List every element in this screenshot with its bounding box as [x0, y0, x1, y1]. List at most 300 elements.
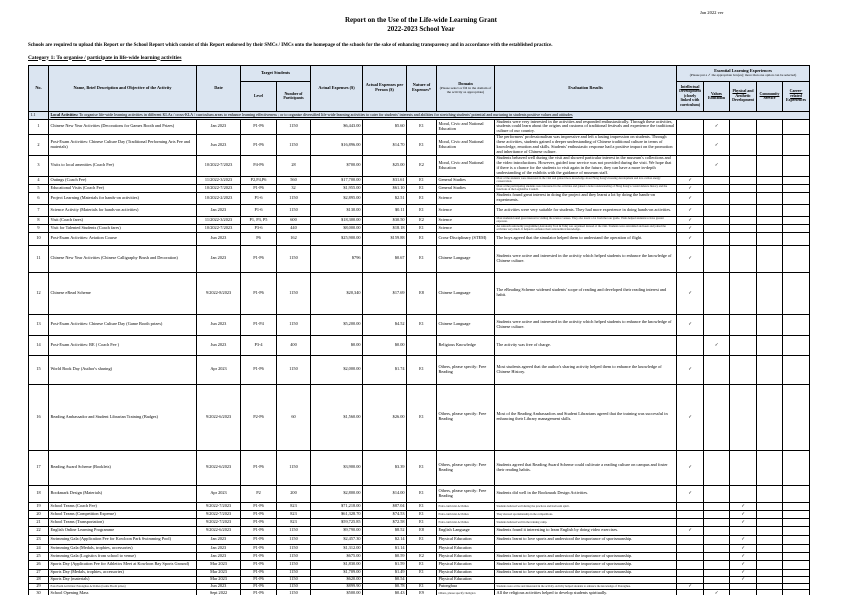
activity-date: 9/2022-6/2023 — [197, 526, 241, 535]
ele-checkbox-col1 — [677, 544, 704, 552]
ele-checkbox-col1: ✓ — [677, 216, 704, 224]
activity-expense-nature: E1 — [407, 535, 437, 544]
activity-domain: Physical Education — [437, 552, 495, 560]
activity-no: 29 — [29, 583, 49, 589]
ele-checkbox-col3 — [730, 335, 757, 355]
activity-level: P1-P6 — [241, 535, 277, 544]
activity-expense-per-person: $0.00 — [363, 335, 407, 355]
activity-evaluation: Most of the Reading Ambassadors and Student Librarians agreed that the training was successful in enhancing their Library management skills. — [495, 384, 677, 450]
ele-checkbox-col4 — [757, 224, 783, 232]
activity-no: 7 — [29, 204, 49, 216]
activity-expense-nature: E1 — [407, 518, 437, 526]
ele-checkbox-col3 — [730, 384, 757, 450]
ele-checkbox-col4 — [757, 216, 783, 224]
ele-checkbox-col5 — [783, 526, 810, 535]
activity-no: 3 — [29, 156, 49, 177]
ele-checkbox-col3 — [730, 272, 757, 314]
ele-checkbox-col5 — [783, 272, 810, 314]
ele-checkbox-col4 — [757, 176, 783, 184]
activity-level: P1, P3, P5 — [241, 216, 277, 224]
table-row — [29, 135, 810, 156]
activity-no: 9 — [29, 224, 49, 232]
activity-level: P3-4 — [241, 335, 277, 355]
activity-no: 8 — [29, 216, 49, 224]
activity-name: Sports Day (materials) — [49, 576, 197, 583]
ele-checkbox-col3 — [730, 192, 757, 204]
activity-expenses: $0.00 — [311, 335, 363, 355]
ele-checkbox-col3 — [730, 204, 757, 216]
activity-expense-per-person: $0.67 — [363, 245, 407, 272]
ele-checkbox-col2: ✓ — [704, 135, 730, 156]
activity-expense-nature: E1 — [407, 314, 437, 335]
table-row — [29, 355, 810, 384]
activity-participants: 1150 — [277, 204, 311, 216]
activity-expenses: $796 — [311, 245, 363, 272]
activity-expenses: $1,312.00 — [311, 544, 363, 552]
ele-checkbox-col4 — [757, 589, 783, 595]
activity-domain: Others, please specify: Religion — [437, 589, 495, 595]
activity-evaluation: Most students found great interest in visiting the science venues. They also learnt a lot from the tour guide. Visits helped students to have greater exposure. — [495, 216, 677, 224]
table-row — [29, 518, 810, 526]
activity-name: English Online Learning Programme — [49, 526, 197, 535]
activity-name: Reading Ambassador and Student Librarian Training (Badges) — [49, 384, 197, 450]
activity-name: Post-Exam Activities: Chinese Culture Day (Traditional Performing Arts Fee and materials) — [49, 135, 197, 156]
ele-checkbox-col5 — [783, 224, 810, 232]
ele-checkbox-col2 — [704, 535, 730, 544]
ele-checkbox-col5 — [783, 518, 810, 526]
activity-no: 11 — [29, 245, 49, 272]
ele-checkbox-col2 — [704, 526, 730, 535]
activity-date: Jun 2023 — [197, 135, 241, 156]
activity-expense-per-person: $1.74 — [363, 355, 407, 384]
activity-participants: 823 — [277, 502, 311, 510]
ele-checkbox-col3: ✓ — [730, 576, 757, 583]
activity-level: P1-P6 — [241, 450, 277, 485]
activity-name: Visits to local amenities (Coach Fee) — [49, 156, 197, 177]
activity-participants: 200 — [277, 485, 311, 502]
activity-expenses: $1,709.00 — [311, 569, 363, 576]
activity-expenses: $620.00 — [311, 576, 363, 583]
col-header-no: No. — [29, 65, 49, 111]
activity-evaluation: They showed sportsmanship in the competitions. — [495, 510, 677, 518]
col-header-per-person: Actual Expenses per Person ($) — [363, 65, 407, 111]
section-banner-desc: To organise life-wide learning activities in different KLAs / cross-KLA / curriculum areas to enhance learning effectiveness ; or to organise diversified life-wide learning activities to cater for students' interests and abilities for stretching students' potential and nurturing in students positive values and attitudes — [78, 111, 573, 117]
activity-evaluation: Most of the participating students were interested in the activities and gained a better understanding of Hong Kong's coastal defence history and the functions of the Legislative Council. — [495, 184, 677, 192]
col-header-expenses: Actual Expenses ($) — [311, 65, 363, 111]
activity-domain: Others, please specify: Free Reading — [437, 355, 495, 384]
ele-checkbox-col5 — [783, 156, 810, 177]
activity-level: P2-P6 — [241, 384, 277, 450]
ele-checkbox-col3 — [730, 589, 757, 595]
activity-no: 13 — [29, 314, 49, 335]
activity-evaluation: An outreach astronomy programme (Astronomy Tool & Talk) was organised instead of the visit. Students were astonished and keen and joined the activities very much. It helped to enhance their astronomical knowledge. — [495, 224, 677, 232]
activity-participants: 400 — [277, 335, 311, 355]
activity-participants: 1150 — [277, 192, 311, 204]
activity-name: Bookmark Design (Materials) — [49, 485, 197, 502]
ele-checkbox-col5 — [783, 184, 810, 192]
activity-domain: Moral, Civic and National Education — [437, 135, 495, 156]
activity-evaluation: Students behaved well during the visit and showed particular interest in the museum's collections and the video introductions. However, guided tour service was not provided during the visit. We hope that if there is a chance for the students to visit again in the future, they can have a more in-depth understanding of the exhibits with the guidance of museum staff. — [495, 156, 677, 177]
ele-checkbox-col2 — [704, 184, 730, 192]
ele-checkbox-col1: ✓ — [677, 184, 704, 192]
activity-evaluation: Students learnt to love sports and understood the importance of sportsmanship. — [495, 535, 677, 544]
activity-expenses: $5,200.00 — [311, 314, 363, 335]
activity-participants: 1150 — [277, 272, 311, 314]
ele-checkbox-col5 — [783, 510, 810, 518]
ele-checkbox-col4 — [757, 192, 783, 204]
col-header-ele-community: Community Service — [757, 81, 783, 111]
activity-name: Chinese New Year Activities (Decorations for Games Booth and Prizes) — [49, 119, 197, 135]
activity-no: 16 — [29, 384, 49, 450]
ele-checkbox-col4 — [757, 245, 783, 272]
activity-expense-per-person: $87.04 — [363, 502, 407, 510]
activity-expenses: $59,725.85 — [311, 518, 363, 526]
activity-participants: 1150 — [277, 526, 311, 535]
activity-expense-per-person: $1.59 — [363, 560, 407, 569]
activity-evaluation: Students were very interested in the activities and responded enthusiastically. Through these activities, students could learn about the origins and customs of traditional festivals and experience the traditional culture of our country. — [495, 119, 677, 135]
table-row — [29, 535, 810, 544]
ele-checkbox-col4 — [757, 204, 783, 216]
activity-date: Jun 2023 — [197, 314, 241, 335]
table-row — [29, 176, 810, 184]
activity-expense-per-person: $14.70 — [363, 135, 407, 156]
ele-checkbox-col3 — [730, 485, 757, 502]
activity-evaluation: All the religious activities helped to develop students spiritually. — [495, 589, 677, 595]
ele-checkbox-col5 — [783, 384, 810, 450]
activity-expense-nature: E2 — [407, 216, 437, 224]
activity-expense-per-person: $0.59 — [363, 552, 407, 560]
activity-level: P4-P6 — [241, 156, 277, 177]
activity-domain: General Studies — [437, 176, 495, 184]
activity-participants: 1150 — [277, 589, 311, 595]
ele-checkbox-col5 — [783, 176, 810, 184]
activity-name: Sports Day (Application Fee for Athletics Meet at Kowloon Bay Sports Ground) — [49, 560, 197, 569]
activity-domain: Science — [437, 192, 495, 204]
ele-checkbox-col2 — [704, 576, 730, 583]
ele-checkbox-col5 — [783, 314, 810, 335]
activity-expenses: $1,560.00 — [311, 384, 363, 450]
activity-expense-nature: E1 — [407, 384, 437, 450]
activity-expenses: $700.00 — [311, 156, 363, 177]
activity-expense-nature — [407, 544, 437, 552]
ele-checkbox-col5 — [783, 576, 810, 583]
activity-name: Chinese eRead Scheme — [49, 272, 197, 314]
ele-checkbox-col5 — [783, 560, 810, 569]
ele-checkbox-col2 — [704, 192, 730, 204]
activity-participants: 1150 — [277, 569, 311, 576]
activity-expense-nature: E2 — [407, 156, 437, 177]
activity-rows — [29, 119, 810, 595]
activity-date: Jan 2023 — [197, 245, 241, 272]
activity-participants: 1150 — [277, 576, 311, 583]
activity-name: Sports Day (Medals, trophies, accessories) — [49, 569, 197, 576]
activity-date: Jan 2023 — [197, 119, 241, 135]
ele-checkbox-col2 — [704, 224, 730, 232]
activity-name: Post-Exam Activities: Putonghua Activities (Game Booth prizes) — [49, 583, 197, 589]
table-row — [29, 224, 810, 232]
activity-no: 24 — [29, 544, 49, 552]
activity-expense-per-person: $74.53 — [363, 510, 407, 518]
activity-date: 9/2022-7/2023 — [197, 510, 241, 518]
activity-name: Post-Exam Activities: Aviation Course — [49, 232, 197, 245]
ele-checkbox-col4 — [757, 156, 783, 177]
ele-checkbox-col2 — [704, 502, 730, 510]
activity-evaluation: Students agreed that Reading Award Scheme could cultivate a reading culture on campus and foster their reading habits. — [495, 450, 677, 485]
ele-title: Essential Learning Experiences — [714, 67, 772, 73]
ele-checkbox-col3 — [730, 245, 757, 272]
activity-expense-per-person: $5.60 — [363, 119, 407, 135]
ele-checkbox-col5 — [783, 544, 810, 552]
activity-date: 11/2022-3/2023 — [197, 176, 241, 184]
activity-date: Jan 2023 — [197, 544, 241, 552]
activity-expense-nature: E8 — [407, 526, 437, 535]
activity-expense-per-person: $26.00 — [363, 384, 407, 450]
activity-evaluation: Students behaved well in the training camp. — [495, 518, 677, 526]
ele-checkbox-col2 — [704, 355, 730, 384]
ele-checkbox-col1: ✓ — [677, 232, 704, 245]
table-row — [29, 216, 810, 224]
table-row — [29, 569, 810, 576]
table-row — [29, 560, 810, 569]
activity-name: World Book Day (Author's sharing) — [49, 355, 197, 384]
activity-expense-per-person: $4.52 — [363, 314, 407, 335]
activity-expenses: $8,000.00 — [311, 224, 363, 232]
table-row — [29, 232, 810, 245]
activity-no: 20 — [29, 510, 49, 518]
section-banner-row — [29, 111, 810, 119]
activity-date: Jan 2023 — [197, 552, 241, 560]
activity-expense-per-person: $3.39 — [363, 450, 407, 485]
activity-name: Chinese New Year Activities (Chinese Calligraphy Brush and Decoration) — [49, 245, 197, 272]
activity-expense-nature: E1 — [407, 569, 437, 576]
ele-checkbox-col1 — [677, 135, 704, 156]
activity-expense-nature: E9 — [407, 589, 437, 595]
ele-checkbox-col3 — [730, 450, 757, 485]
activity-no: 30 — [29, 589, 49, 595]
activity-evaluation: Students were active and interested in the activity which helped students to enhance the knowledge of Chinese culture. — [495, 245, 677, 272]
activity-domain: Physical Education — [437, 544, 495, 552]
ele-checkbox-col3: ✓ — [730, 535, 757, 544]
ele-checkbox-col3: ✓ — [730, 502, 757, 510]
activity-expense-nature: E1 — [407, 560, 437, 569]
ele-checkbox-col1: ✓ — [677, 384, 704, 450]
ele-checkbox-col2 — [704, 552, 730, 560]
ele-checkbox-col5 — [783, 232, 810, 245]
activity-expense-nature: E1 — [407, 204, 437, 216]
activity-domain: Religious Knowledge — [437, 335, 495, 355]
activity-level: P1-P6 — [241, 272, 277, 314]
activity-participants: 60 — [277, 384, 311, 450]
ele-checkbox-col2 — [704, 176, 730, 184]
activity-participants: 1150 — [277, 552, 311, 560]
activity-evaluation: Students found great interest in doing the project and they learnt a lot by doing the hands-on experiments. — [495, 192, 677, 204]
ele-checkbox-col2 — [704, 485, 730, 502]
activity-domain: Extra-curricular Activities — [437, 510, 495, 518]
activity-name: Reading Award Scheme (Booklets) — [49, 450, 197, 485]
col-header-ele-physical: Physical and Aesthetic Development — [730, 81, 757, 111]
ele-checkbox-col4 — [757, 384, 783, 450]
activity-expense-nature: E1 — [407, 192, 437, 204]
col-header-level: Level — [241, 81, 277, 111]
ele-checkbox-col4 — [757, 552, 783, 560]
activity-evaluation: The boys agreed that the simulator helped them to understand the operation of flight. — [495, 232, 677, 245]
activity-expenses: $130.00 — [311, 204, 363, 216]
activity-expense-per-person: $2.51 — [363, 192, 407, 204]
ele-checkbox-col4 — [757, 535, 783, 544]
col-header-target-students: Target Students — [241, 65, 311, 81]
activity-evaluation: The activity was free of charge. — [495, 335, 677, 355]
activity-domain: Physical Education — [437, 560, 495, 569]
ele-checkbox-col3 — [730, 135, 757, 156]
col-header-ele-values: Values Education — [704, 81, 730, 111]
activity-expenses: $17,700.00 — [311, 176, 363, 184]
table-row — [29, 314, 810, 335]
activity-expense-nature: E1 — [407, 232, 437, 245]
activity-expenses: $500.00 — [311, 589, 363, 595]
activity-date: 11/2022-3/2023 — [197, 216, 241, 224]
ele-checkbox-col2 — [704, 314, 730, 335]
ele-checkbox-col1 — [677, 569, 704, 576]
ele-checkbox-col4 — [757, 576, 783, 583]
activity-expense-per-person: $0.78 — [363, 583, 407, 589]
activity-date: 9/2022-6/2023 — [197, 450, 241, 485]
ele-checkbox-col2 — [704, 450, 730, 485]
activity-date: Apr 2023 — [197, 355, 241, 384]
ele-checkbox-col1 — [677, 576, 704, 583]
ele-checkbox-col2 — [704, 544, 730, 552]
activity-date: 10/2022-7/2023 — [197, 184, 241, 192]
activity-no: 12 — [29, 272, 49, 314]
activity-participants: 1150 — [277, 135, 311, 156]
activity-expenses: $9,790.00 — [311, 526, 363, 535]
activity-evaluation: Students learnt to love sports and understood the importance of sportsmanship. — [495, 552, 677, 560]
ele-checkbox-col5 — [783, 245, 810, 272]
ele-checkbox-col4 — [757, 119, 783, 135]
ele-checkbox-col2 — [704, 518, 730, 526]
ele-checkbox-col4 — [757, 355, 783, 384]
ele-checkbox-col2 — [704, 272, 730, 314]
col-header-ele-career: Career-related Experiences — [783, 81, 810, 111]
table-row — [29, 204, 810, 216]
table-row — [29, 184, 810, 192]
activity-date: Jun 2023 — [197, 335, 241, 355]
activity-no: 6 — [29, 192, 49, 204]
activity-level: P2,P4,P6 — [241, 176, 277, 184]
table-row — [29, 526, 810, 535]
table-row — [29, 552, 810, 560]
ele-checkbox-col4 — [757, 485, 783, 502]
section-banner-no: 1.1 — [29, 111, 49, 119]
ele-checkbox-col4 — [757, 314, 783, 335]
version-note: Jan 2022 ver — [700, 10, 724, 15]
activity-evaluation — [495, 544, 677, 552]
ele-checkbox-col3: ✓ — [730, 510, 757, 518]
activity-no: 21 — [29, 518, 49, 526]
ele-checkbox-col4 — [757, 272, 783, 314]
activity-expenses: $2,457.30 — [311, 535, 363, 544]
ele-checkbox-col4 — [757, 526, 783, 535]
ele-checkbox-col5 — [783, 119, 810, 135]
activity-participants: 1150 — [277, 560, 311, 569]
activity-participants: 1150 — [277, 119, 311, 135]
activity-domain: Chinese Language — [437, 272, 495, 314]
ele-checkbox-col2: ✓ — [704, 589, 730, 595]
ele-checkbox-col3 — [730, 232, 757, 245]
ele-checkbox-col4 — [757, 560, 783, 569]
ele-checkbox-col5 — [783, 192, 810, 204]
activity-level: P1-P6 — [241, 560, 277, 569]
activity-evaluation: Students were active and interested in the activity. Activity helped students to enhance the knowledge of Putonghua. — [495, 583, 677, 589]
activity-no: 10 — [29, 232, 49, 245]
activity-participants: 440 — [277, 224, 311, 232]
activity-expenses: $16,896.00 — [311, 135, 363, 156]
activity-date: Jan 2023 — [197, 535, 241, 544]
activity-evaluation: Students learnt to love sports and understood the importance of sportsmanship. — [495, 560, 677, 569]
ele-checkbox-col2 — [704, 569, 730, 576]
col-header-domain — [437, 65, 495, 111]
report-title-line1: Report on the Use of the Life-wide Learning Grant — [344, 16, 498, 24]
ele-checkbox-col5 — [783, 589, 810, 595]
activity-level: P1-P6 — [241, 589, 277, 595]
activity-expenses: $61,328.70 — [311, 510, 363, 518]
activity-date: 10/2022-2/2023 — [197, 192, 241, 204]
ele-checkbox-col1: ✓ — [677, 485, 704, 502]
section-banner-label: Local Activities: — [50, 111, 79, 117]
ele-checkbox-col4 — [757, 502, 783, 510]
ele-checkbox-col1 — [677, 552, 704, 560]
activity-expense-nature: E1 — [407, 502, 437, 510]
activity-date: Mar 2023 — [197, 576, 241, 583]
activity-no: 19 — [29, 502, 49, 510]
activity-expense-per-person: $14.00 — [363, 485, 407, 502]
activity-no: 1 — [29, 119, 49, 135]
activity-domain: Physical Education — [437, 569, 495, 576]
activity-date: Jun 2023 — [197, 232, 241, 245]
table-row — [29, 119, 810, 135]
ele-checkbox-col5 — [783, 450, 810, 485]
ele-checkbox-col1: ✓ — [677, 450, 704, 485]
ele-checkbox-col4 — [757, 518, 783, 526]
activity-name: School Teams (Coach Fee) — [49, 502, 197, 510]
activity-participants: 162 — [277, 232, 311, 245]
activity-expenses: $71,218.00 — [311, 502, 363, 510]
activity-name: Swimming Gala (Logistics from school to venue) — [49, 552, 197, 560]
ele-checkbox-col3 — [730, 184, 757, 192]
activity-domain: Chinese Language — [437, 314, 495, 335]
activity-name: School Teams (Transportation) — [49, 518, 197, 526]
ele-checkbox-col1: ✓ — [677, 245, 704, 272]
activity-level: P1-P6 — [241, 576, 277, 583]
table-row — [29, 502, 810, 510]
ele-checkbox-col3 — [730, 224, 757, 232]
activity-no: 28 — [29, 576, 49, 583]
activity-no: 4 — [29, 176, 49, 184]
activity-name: Swimming Gala (Application Fee for Kowloon Park Swimming Pool) — [49, 535, 197, 544]
activity-no: 22 — [29, 526, 49, 535]
activity-name: School Teams (Competition Expense) — [49, 510, 197, 518]
activity-domain: Moral, Civic and National Education — [437, 119, 495, 135]
activity-expense-nature: E1 — [407, 355, 437, 384]
activity-level: P1-P6 — [241, 135, 277, 156]
activity-domain: General Studies — [437, 184, 495, 192]
activity-expenses: $1,830.00 — [311, 560, 363, 569]
table-row — [29, 544, 810, 552]
ele-checkbox-col1 — [677, 518, 704, 526]
activity-evaluation: Students behaved well during the practices and had team spirit. — [495, 502, 677, 510]
activity-participants: 28 — [277, 156, 311, 177]
activity-no: 26 — [29, 560, 49, 569]
ele-checkbox-col3 — [730, 355, 757, 384]
